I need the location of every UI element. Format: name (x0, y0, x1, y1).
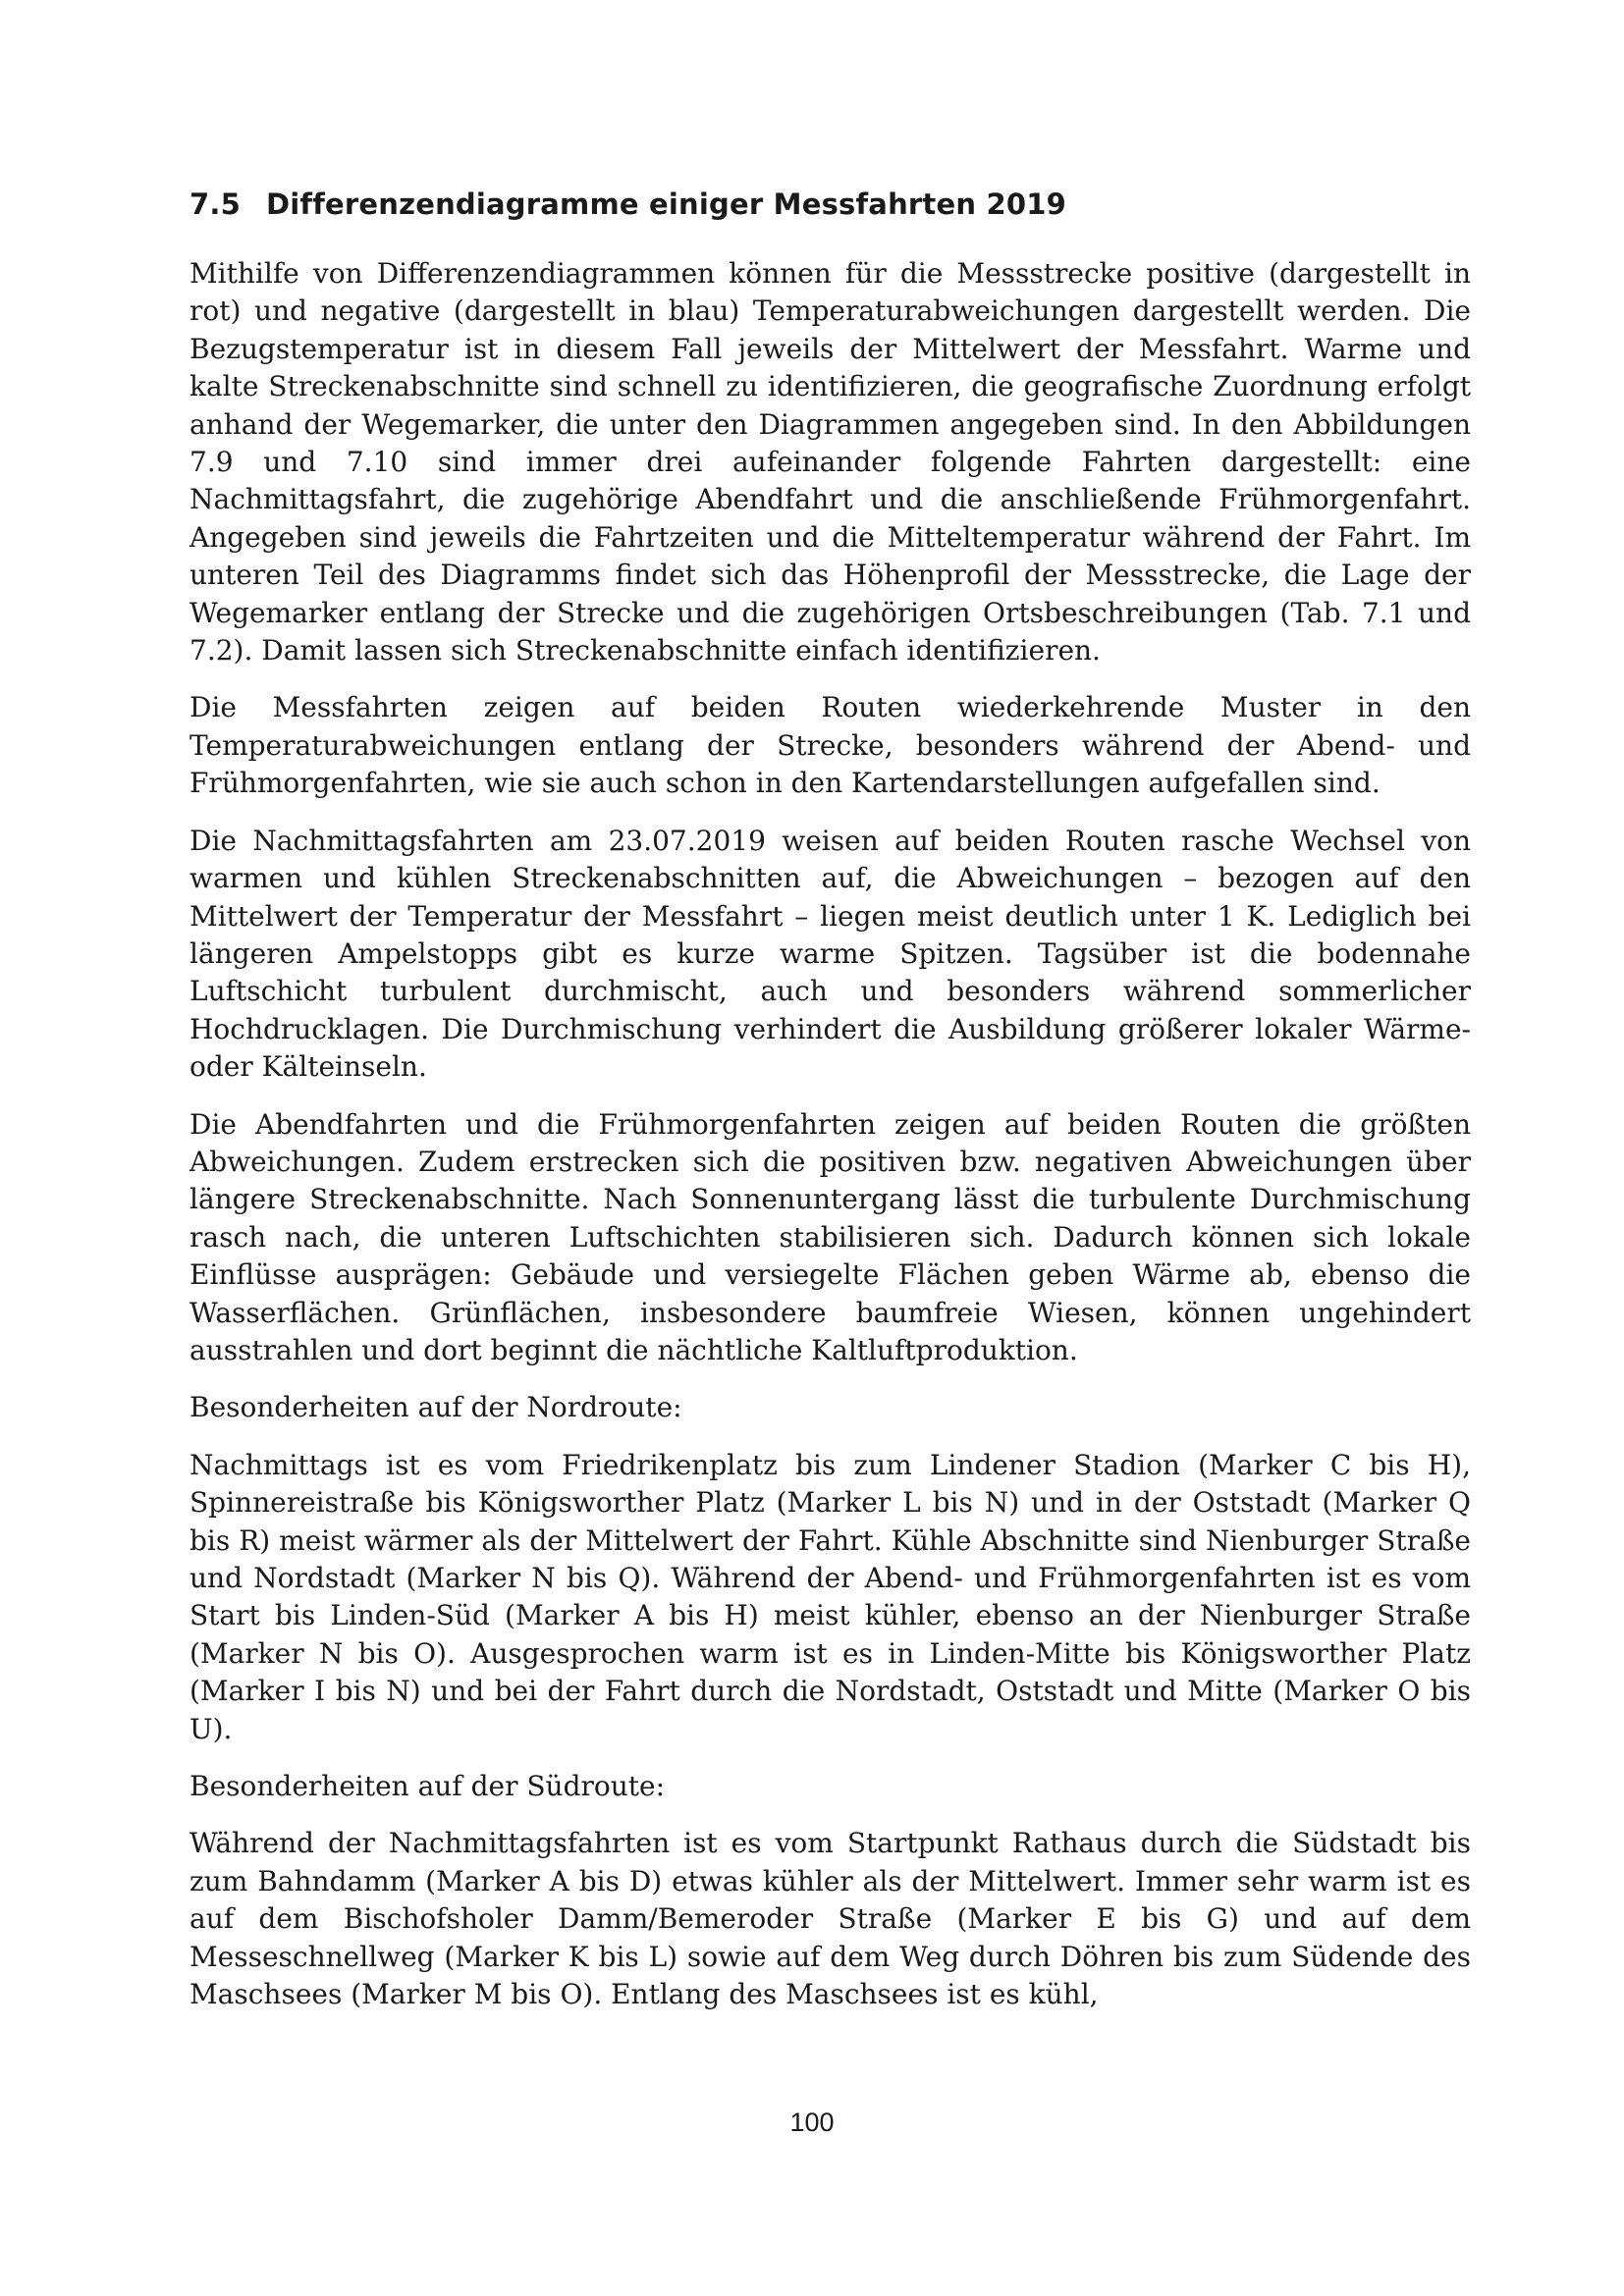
paragraph-evening-morning: Die Abendfahrten und die Frühmorgenfahrten zeigen auf beiden Routen die größten Abweichungen. Zudem erstrecken sich die positiven bzw. negativen Abweichungen über längere Streckenabschnitte. Nach Sonnenuntergang lässt die turbulente Durchmischung rasch nach, die unteren Luftschichten stabilisieren sich. Dadurch können sich lokale Einflüsse ausprägen: Gebäude und versiegelte Flächen geben Wärme ab, ebenso die Wasserflächen. Grünflächen, insbesondere baumfreie Wiesen, können ungehindert ausstrahlen und dort beginnt die nächtliche Kaltluftproduktion. (189, 1107, 1471, 1366)
section-number: 7.5 (189, 187, 241, 221)
section-title: Differenzendiagramme einiger Messfahrten 2019 (266, 187, 1067, 221)
paragraph-intro: Mithilfe von Differenzendiagrammen können für die Messstrecke positive (dargestellt in rot) und negative (dargestellt in blau) Temperaturabweichungen dargestellt werden. Die Bezugstemperatur ist in diesem Fall jeweils der Mittelwert der Messfahrt. Warme und kalte Streckenabschnitte sind schnell zu identifizieren, die geografische Zuordnung erfolgt anhand der Wegemarker, die unter den Diagrammen angegeben sind. In den Abbildungen 7.9 und 7.10 sind immer drei aufeinander folgende Fahrten dargestellt: eine Nachmittagsfahrt, die zugehörige Abendfahrt und die anschließende Frühmorgenfahrt. Angegeben sind jeweils die Fahrtzeiten und die Mitteltemperatur während der Fahrt. Im unteren Teil des Diagramms findet sich das Höhenprofil der Messstrecke, die Lage der Wegemarker entlang der Strecke und die zugehörigen Ortsbeschreibungen (Tab. 7.1 und 7.2). Damit lassen sich Streckenabschnitte einfach identifizieren. (189, 257, 1471, 667)
paragraph-nordroute: Nachmittags ist es vom Friedrikenplatz bis zum Lindener Stadion (Marker C bis H), Spinnereistraße bis Königsworther Platz (Marker L bis N) und in der Oststadt (Marker Q bis R) meist wärmer als der Mittelwert der Fahrt. Kühle Abschnitte sind Nienburger Straße und Nordstadt (Marker N bis Q). Während der Abend- und Frühmorgenfahrten ist es vom Start bis Linden-Süd (Marker A bis H) meist kühler, ebenso an der Nienburger Straße (Marker N bis O). Ausgesprochen warm ist es in Linden-Mitte bis Königsworther Platz (Marker I bis N) und bei der Fahrt durch die Nordstadt, Oststadt und Mitte (Marker O bis U). (189, 1448, 1471, 1745)
subheading-suedroute: Besonderheiten auf der Südroute: (189, 1770, 666, 1803)
paragraph-patterns: Die Messfahrten zeigen auf beiden Routen wiederkehrende Muster in den Temperaturabweichungen entlang der Strecke, besonders während der Abend- und Frühmorgenfahrten, wie sie auch schon in den Kartendarstellungen aufgefallen sind. (189, 691, 1471, 800)
subheading-nordroute: Besonderheiten auf der Nordroute: (189, 1391, 682, 1424)
page-number: 100 (789, 2108, 835, 2137)
paragraph-suedroute: Während der Nachmittagsfahrten ist es vom Startpunkt Rathaus durch die Südstadt bis zum Bahndamm (Marker A bis D) etwas kühler als der Mittelwert. Immer sehr warm ist es auf dem Bischofsholer Damm/Bemeroder Straße (Marker E bis G) und auf dem Messeschnellweg (Marker K bis L) sowie auf dem Weg durch Döhren bis zum Südende des Maschsees (Marker M bis O). Entlang des Maschsees ist es kühl, (189, 1827, 1471, 2011)
paragraph-afternoon: Die Nachmittagsfahrten am 23.07.2019 weisen auf beiden Routen rasche Wechsel von warmen und kühlen Streckenabschnitten auf, die Abweichungen – bezogen auf den Mittelwert der Temperatur der Messfahrt – liegen meist deutlich unter 1 K. Lediglich bei längeren Ampelstopps gibt es kurze warme Spitzen. Tagsüber ist die bodennahe Luftschicht turbulent durchmischt, auch und besonders während sommerlicher Hochdrucklagen. Die Durchmischung verhindert die Ausbildung größerer lokaler Wärme- oder Kälteinseln. (189, 824, 1471, 1084)
page-content (189, 187, 1471, 2033)
section-heading (189, 187, 1471, 222)
